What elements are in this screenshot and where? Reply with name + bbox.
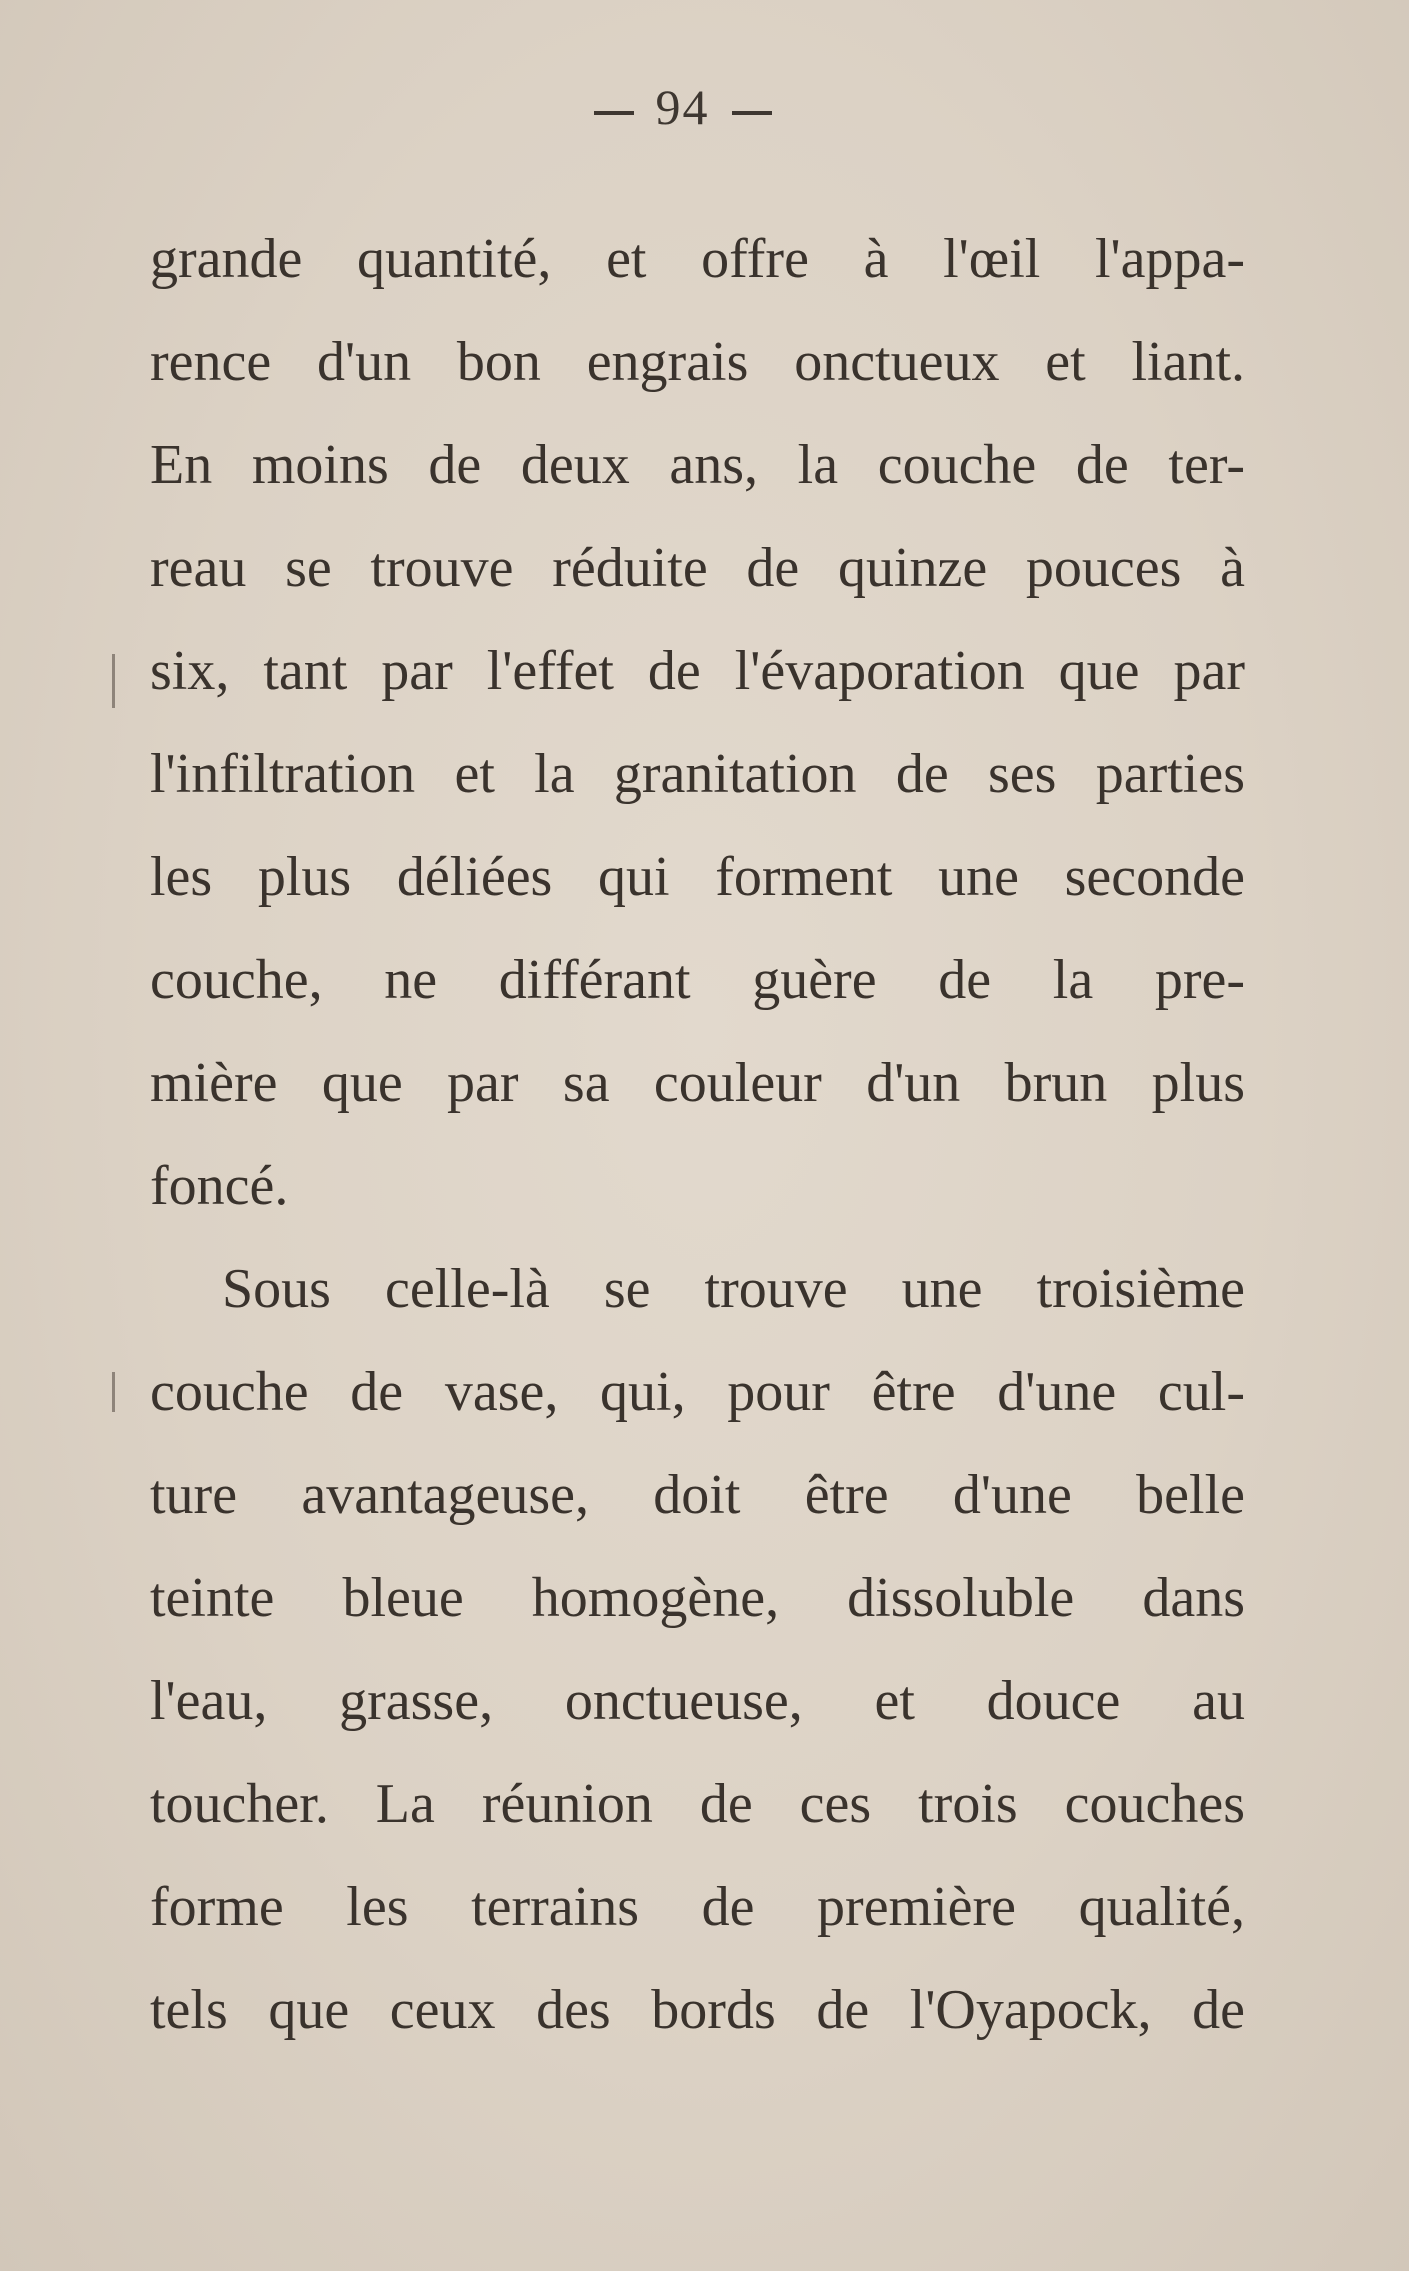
text-line: toucher. La réunion de ces trois couches — [150, 1773, 1245, 1835]
dash-left — [594, 111, 634, 115]
text-line: couche, ne différant guère de la pre- — [150, 949, 1245, 1011]
text-line: foncé. — [150, 1155, 289, 1217]
margin-mark-2 — [112, 1372, 115, 1412]
text-line: reau se trouve réduite de quinze pouces à — [150, 537, 1245, 599]
page-number: 94 — [655, 79, 710, 135]
text-line: Sous celle-là se trouve une troisième — [222, 1258, 1245, 1320]
text-line: rence d'un bon engrais onctueux et liant. — [150, 331, 1245, 393]
text-line: l'eau, grasse, onctueuse, et douce au — [150, 1670, 1245, 1732]
paragraph-1 — [150, 208, 1245, 1238]
body-text — [150, 208, 1245, 2062]
text-line: grande quantité, et offre à l'œil l'appa- — [150, 228, 1245, 290]
text-line: tels que ceux des bords de l'Oyapock, de — [150, 1979, 1245, 2041]
text-line: ture avantageuse, doit être d'une belle — [150, 1464, 1245, 1526]
text-line: En moins de deux ans, la couche de ter- — [150, 434, 1245, 496]
text-line: six, tant par l'effet de l'évaporation que par — [150, 640, 1245, 702]
text-line: l'infiltration et la granitation de ses parties — [150, 743, 1245, 805]
text-line: mière que par sa couleur d'un brun plus — [150, 1052, 1245, 1114]
text-line: couche de vase, qui, pour être d'une cul- — [150, 1361, 1245, 1423]
paragraph-2 — [150, 1238, 1245, 2062]
dash-right — [732, 111, 772, 115]
margin-mark-1 — [112, 654, 115, 708]
text-line: teinte bleue homogène, dissoluble dans — [150, 1567, 1245, 1629]
page-number-header — [0, 78, 1365, 136]
text-line: forme les terrains de première qualité, — [150, 1876, 1245, 1938]
text-line: les plus déliées qui forment une seconde — [150, 846, 1245, 908]
